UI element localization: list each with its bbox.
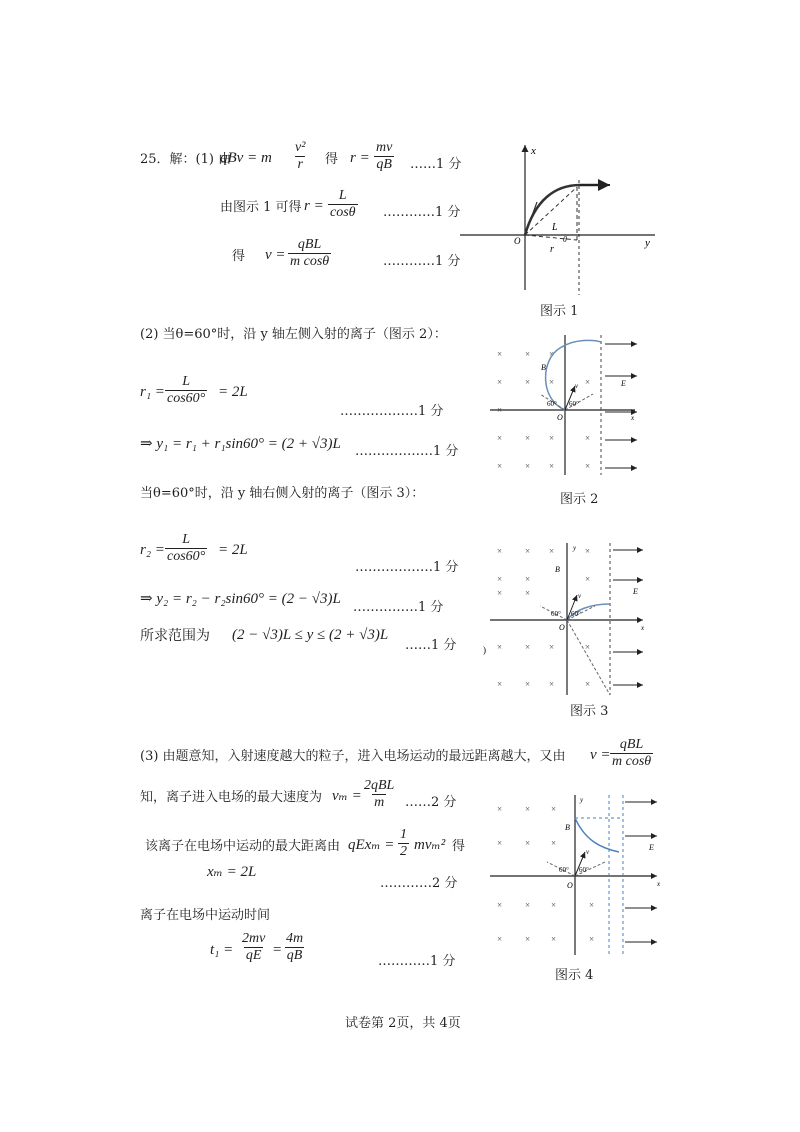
q3-score3: …………1 分 (378, 954, 456, 969)
svg-text:×: × (497, 900, 503, 910)
q2-eq2: ⇒ y₁ = r₁ + r₁sin60° = (2 + √3)L (140, 436, 341, 452)
fig1-o-label: O (514, 236, 521, 246)
figure-2-diagram (485, 330, 645, 480)
fig1-radius-a (525, 235, 577, 240)
q1-eq2-den: qB (376, 157, 392, 173)
q1-de1: 得 (325, 152, 339, 167)
fig1-caption: 图示 1 (540, 304, 579, 319)
q1-eq1-den: r (297, 157, 303, 173)
fig1-y-label: y (645, 237, 650, 249)
fig4-crosses (497, 804, 594, 944)
q1-eq2-num: mv (376, 140, 393, 155)
q3-line2-text: 知，离子进入电场的最大速度为 (140, 790, 323, 805)
svg-text:×: × (549, 642, 555, 652)
q2-score2: ………………1 分 (355, 444, 459, 459)
q1-eq1-num: v² (295, 140, 306, 155)
page-footer: 试卷第 2页，共 4页 (345, 1016, 461, 1031)
fig3-b-label: B (555, 565, 560, 574)
q1-eq4-fraction (288, 237, 331, 270)
svg-text:×: × (525, 642, 531, 652)
svg-text:×: × (585, 574, 591, 584)
fig2-angle-left: 60° (547, 400, 557, 408)
q1-score3: …………1 分 (383, 254, 461, 269)
q3-eq1-lhs: vₘ = (332, 788, 362, 804)
fig3-angle-right: 60° (571, 610, 581, 618)
svg-text:×: × (525, 349, 531, 359)
q2-intro2: 当θ=60°时，沿 y 轴右侧入射的离子（图示 3）： (140, 486, 425, 501)
svg-text:×: × (589, 900, 595, 910)
fig4-o-label: O (567, 881, 573, 890)
fig2-angle-right: 60° (569, 400, 579, 408)
svg-text:×: × (551, 804, 557, 814)
q2-score5: ……1 分 (405, 638, 457, 653)
q1-eq3-lhs: r = (304, 198, 324, 214)
q2-eq3-den: cos60° (167, 549, 206, 565)
q3-eq2-lhs: qExₘ = (348, 837, 395, 853)
q2-intro: (2) 当θ=60°时，沿 y 轴左侧入射的离子（图示 2）： (140, 327, 447, 342)
svg-text:×: × (585, 642, 591, 652)
fig3-v-label: v (578, 592, 582, 600)
svg-text:×: × (549, 461, 555, 471)
fig2-v-label: v (575, 382, 579, 390)
q3-eq2-fraction (398, 827, 409, 860)
svg-text:×: × (585, 377, 591, 387)
q3-eq4-num2: 4m (286, 931, 304, 946)
q3-eq2-num: 1 (400, 827, 407, 842)
q2-eq3-num: L (182, 532, 191, 547)
q3-eq2-den: 2 (400, 844, 407, 860)
q1-eq1-fraction (293, 140, 307, 173)
q3-line3-text: 该离子在电场中运动的最大距离由 (145, 839, 341, 854)
svg-text:×: × (551, 900, 557, 910)
fig3-o-label: O (559, 623, 565, 632)
fig4-v-label: v (586, 848, 590, 856)
svg-text:×: × (525, 900, 531, 910)
q1-eq3-num: L (338, 188, 347, 203)
q2-eq3-rhs: = 2L (218, 542, 248, 558)
svg-text:×: × (525, 461, 531, 471)
q3-intro: (3) 由题意知，入射速度越大的粒子，进入电场运动的最远距离越大，又由 (140, 749, 566, 764)
q1-line2-text: 由图示 1 可得 (220, 200, 302, 215)
svg-text:×: × (525, 588, 531, 598)
fig4-angle-left: 60° (559, 866, 569, 874)
svg-text:×: × (585, 433, 591, 443)
svg-text:×: × (525, 377, 531, 387)
q1-eq4-lhs: v = (265, 247, 286, 263)
fig4-e-field-arrows (625, 802, 657, 942)
svg-text:×: × (525, 934, 531, 944)
fig4-e-label: E (649, 843, 654, 852)
fig2-x-label: x (631, 414, 635, 422)
q1-eq2-fraction (374, 140, 394, 173)
svg-text:×: × (551, 934, 557, 944)
q3-eq0-lhs: v = (590, 747, 611, 763)
q3-eq0-den: m cosθ (612, 754, 652, 770)
svg-text:×: × (525, 804, 531, 814)
q2-score3: ………………1 分 (355, 560, 459, 575)
fig1-r-label: r (550, 244, 554, 255)
q1-score1: ……1 分 (410, 157, 462, 172)
q3-de: 得 (452, 839, 466, 854)
q2-range-text: 所求范围为 (140, 628, 210, 644)
q3-eq1-fraction (362, 778, 396, 811)
q3-eq1-num: 2qBL (364, 778, 395, 793)
svg-text:×: × (549, 679, 555, 689)
fig3-e-label: E (633, 587, 638, 596)
fig3-x-label: x (641, 624, 645, 632)
svg-text:×: × (585, 461, 591, 471)
q3-eq1-den: m (374, 795, 385, 811)
fig3-y-label: y (573, 544, 577, 552)
q3-score1: ……2 分 (405, 795, 457, 810)
svg-text:×: × (525, 433, 531, 443)
fig2-b-label: B (541, 363, 546, 372)
fig3-stray-mark: ) (483, 645, 486, 655)
fig3-caption: 图示 3 (570, 704, 609, 719)
q2-eq1-num: L (182, 374, 191, 389)
q2-eq3-lhs: r₂ = (140, 542, 165, 558)
q3-eq3: xₘ = 2L (207, 864, 257, 880)
q3-eq4-den2: qB (286, 948, 303, 964)
q1-eq2-lhs: r = (350, 150, 370, 166)
svg-text:×: × (551, 838, 557, 848)
fig2-o-label: O (557, 413, 563, 422)
q3-score2: …………2 分 (380, 876, 458, 891)
q1-eq4-num: qBL (297, 237, 322, 252)
fig1-x-label: x (531, 145, 536, 157)
svg-text:×: × (497, 679, 503, 689)
fig2-e-field-arrows (605, 344, 637, 468)
svg-text:×: × (497, 588, 503, 598)
svg-text:×: × (585, 679, 591, 689)
svg-text:×: × (549, 349, 555, 359)
svg-text:×: × (497, 934, 503, 944)
q2-score4: ……………1 分 (353, 600, 444, 615)
svg-text:×: × (497, 838, 503, 848)
q1-score2: …………1 分 (383, 205, 461, 220)
svg-text:×: × (549, 433, 555, 443)
q2-eq1-lhs: r₁ = (140, 384, 165, 400)
fig3-angle-left: 60° (551, 610, 561, 618)
q1-eq3-fraction (328, 188, 358, 221)
svg-text:×: × (589, 934, 595, 944)
fig4-caption: 图示 4 (555, 968, 594, 983)
q3-eq4-lhs: t₁ = (210, 942, 234, 958)
q3-eq2-rhs: mvₘ² (414, 837, 446, 853)
svg-text:×: × (525, 679, 531, 689)
svg-text:×: × (497, 574, 503, 584)
fig1-l-label: L (552, 222, 558, 233)
fig2-caption: 图示 2 (560, 492, 599, 507)
svg-text:×: × (497, 804, 503, 814)
svg-text:×: × (497, 546, 503, 556)
q3-eq4-den1: qE (245, 948, 262, 964)
fig4-x-label: x (657, 880, 661, 888)
fig2-e-label: E (621, 379, 626, 388)
svg-text:×: × (525, 546, 531, 556)
q1-intro: 25．解：(1) 由 (140, 152, 232, 167)
q1-eq3-den: cosθ (330, 205, 356, 221)
fig1-theta-label: θ (563, 235, 567, 244)
q3-eq0-fraction (610, 737, 653, 770)
svg-text:×: × (525, 574, 531, 584)
q2-range-eq: (2 − √3)L ≤ y ≤ (2 + √3)L (232, 627, 389, 643)
svg-text:×: × (497, 461, 503, 471)
figure-4-diagram (485, 790, 665, 960)
svg-text:×: × (497, 405, 503, 415)
q1-eq4-den: m cosθ (290, 254, 330, 270)
q3-eq4-num1: 2mv (242, 931, 266, 946)
figure-3-diagram (485, 540, 650, 700)
q1-eq1-lhs: qBv = m (220, 150, 272, 166)
svg-text:×: × (549, 546, 555, 556)
q3-line5-text: 离子在电场中运动时间 (140, 908, 271, 923)
svg-text:×: × (497, 377, 503, 387)
q3-eq4-equals: = (272, 942, 283, 958)
q2-eq1-rhs: = 2L (218, 384, 248, 400)
q2-eq1-den: cos60° (167, 391, 206, 407)
q1-de2: 得 (232, 249, 246, 264)
svg-text:×: × (585, 546, 591, 556)
q2-eq4: ⇒ y₂ = r₂ − r₂sin60° = (2 − √3)L (140, 591, 341, 607)
svg-text:×: × (497, 642, 503, 652)
fig3-e-field-arrows (613, 550, 643, 685)
fig1-trajectory (525, 185, 605, 235)
figure-1-diagram (455, 140, 665, 300)
q3-eq4-fraction-1 (240, 931, 267, 964)
fig4-b-label: B (565, 823, 570, 832)
fig4-angle-right: 60° (579, 866, 589, 874)
fig4-y-label: y (580, 796, 584, 804)
q2-eq1-fraction (165, 374, 207, 407)
q3-eq0-num: qBL (619, 737, 644, 752)
svg-text:×: × (525, 838, 531, 848)
svg-text:×: × (549, 377, 555, 387)
q2-eq3-fraction (165, 532, 207, 565)
svg-text:×: × (497, 349, 503, 359)
svg-text:×: × (497, 433, 503, 443)
q2-score1: ………………1 分 (340, 404, 444, 419)
fig4-trajectory (575, 818, 619, 852)
q3-eq4-fraction-2 (284, 931, 305, 964)
